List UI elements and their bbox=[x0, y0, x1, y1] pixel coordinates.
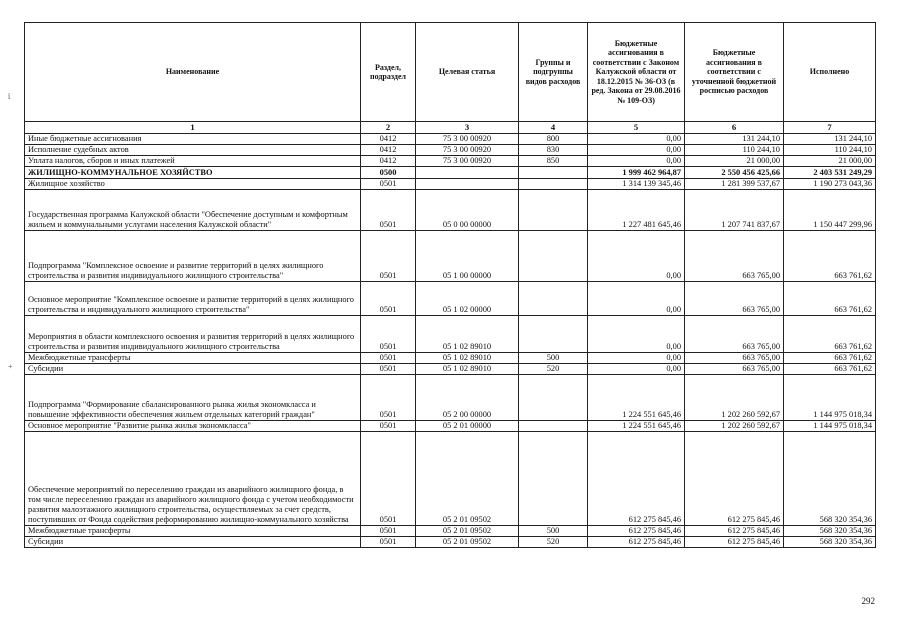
row-target: 75 3 00 00920 bbox=[416, 134, 519, 145]
row-section: 0501 bbox=[361, 421, 416, 432]
row-target: 05 1 02 89010 bbox=[416, 353, 519, 364]
row-name: Жилищное хозяйство bbox=[25, 179, 361, 190]
row-section: 0501 bbox=[361, 316, 416, 353]
row-name: Межбюджетные трансферты bbox=[25, 526, 361, 537]
row-refined: 1 207 741 837,67 bbox=[685, 190, 784, 231]
row-law: 612 275 845,46 bbox=[588, 432, 685, 526]
row-section: 0500 bbox=[361, 167, 416, 179]
margin-mark: ї bbox=[8, 92, 11, 101]
col-number: 1 bbox=[25, 122, 361, 134]
row-group: 520 bbox=[519, 537, 588, 548]
table-body bbox=[25, 134, 876, 548]
table-row bbox=[25, 156, 876, 167]
row-group: 500 bbox=[519, 353, 588, 364]
row-name: Мероприятия в области комплексного освоения и развития территорий в целях жилищного строительства и развития индивидуального жилищного строительства bbox=[25, 316, 361, 353]
row-law: 1 227 481 645,46 bbox=[588, 190, 685, 231]
row-target: 05 1 02 00000 bbox=[416, 282, 519, 316]
row-name: ЖИЛИЩНО-КОММУНАЛЬНОЕ ХОЗЯЙСТВО bbox=[25, 167, 361, 179]
table-row bbox=[25, 134, 876, 145]
row-law: 612 275 845,46 bbox=[588, 537, 685, 548]
row-law: 0,00 bbox=[588, 282, 685, 316]
row-name: Уплата налогов, сборов и иных платежей bbox=[25, 156, 361, 167]
row-refined: 663 765,00 bbox=[685, 353, 784, 364]
col-number: 4 bbox=[519, 122, 588, 134]
row-section: 0501 bbox=[361, 231, 416, 282]
row-section: 0501 bbox=[361, 282, 416, 316]
row-law: 0,00 bbox=[588, 231, 685, 282]
row-refined: 612 275 845,46 bbox=[685, 432, 784, 526]
row-section: 0501 bbox=[361, 179, 416, 190]
row-executed: 663 761,62 bbox=[784, 282, 876, 316]
row-executed: 131 244,10 bbox=[784, 134, 876, 145]
row-name: Основное мероприятие "Комплексное освоение и развитие территорий в целях жилищного строительства и индивидуального жилищного строительства" bbox=[25, 282, 361, 316]
row-group bbox=[519, 316, 588, 353]
row-refined: 131 244,10 bbox=[685, 134, 784, 145]
table-row bbox=[25, 316, 876, 353]
row-group: 800 bbox=[519, 134, 588, 145]
row-law: 0,00 bbox=[588, 364, 685, 375]
row-section: 0501 bbox=[361, 432, 416, 526]
row-group bbox=[519, 179, 588, 190]
row-refined: 612 275 845,46 bbox=[685, 526, 784, 537]
page-number: 292 bbox=[861, 596, 875, 606]
row-law: 0,00 bbox=[588, 316, 685, 353]
row-group bbox=[519, 231, 588, 282]
row-name: Подпрограмма "Формирование сбалансированного рынка жилья экономкласса и повышение эффективности обеспечения жильем отдельных категорий граждан" bbox=[25, 375, 361, 421]
row-law: 1 999 462 964,87 bbox=[588, 167, 685, 179]
table-row bbox=[25, 179, 876, 190]
row-executed: 663 761,62 bbox=[784, 316, 876, 353]
col-number: 6 bbox=[685, 122, 784, 134]
row-section: 0412 bbox=[361, 145, 416, 156]
row-target: 05 2 01 09502 bbox=[416, 537, 519, 548]
row-executed: 663 761,62 bbox=[784, 353, 876, 364]
row-law: 1 224 551 645,46 bbox=[588, 421, 685, 432]
row-refined: 2 550 456 425,66 bbox=[685, 167, 784, 179]
column-number-row bbox=[25, 122, 876, 134]
table-row bbox=[25, 421, 876, 432]
row-target: 05 2 01 00000 bbox=[416, 421, 519, 432]
row-group: 850 bbox=[519, 156, 588, 167]
row-target: 75 3 00 00920 bbox=[416, 145, 519, 156]
table-row bbox=[25, 364, 876, 375]
row-refined: 663 765,00 bbox=[685, 316, 784, 353]
row-law: 0,00 bbox=[588, 134, 685, 145]
table-row bbox=[25, 167, 876, 179]
row-target: 05 1 02 89010 bbox=[416, 316, 519, 353]
header-budget-law: Бюджетные ассигнования в соответствии с Законом Калужской области от 18.12.2015 № 36-ОЗ (в ред. Закона от 29.08.2016 № 109-ОЗ) bbox=[588, 23, 685, 122]
table-row bbox=[25, 537, 876, 548]
row-refined: 1 281 399 537,67 bbox=[685, 179, 784, 190]
row-group: 520 bbox=[519, 364, 588, 375]
row-target bbox=[416, 167, 519, 179]
row-group bbox=[519, 375, 588, 421]
row-law: 0,00 bbox=[588, 156, 685, 167]
row-group: 830 bbox=[519, 145, 588, 156]
row-executed: 1 190 273 043,36 bbox=[784, 179, 876, 190]
row-executed: 568 320 354,36 bbox=[784, 432, 876, 526]
row-refined: 663 765,00 bbox=[685, 282, 784, 316]
row-executed: 568 320 354,36 bbox=[784, 537, 876, 548]
header-budget-refined: Бюджетные ассигнования в соответствии с уточненной бюджетной росписью расходов bbox=[685, 23, 784, 122]
row-target: 05 2 00 00000 bbox=[416, 375, 519, 421]
row-group bbox=[519, 282, 588, 316]
row-law: 0,00 bbox=[588, 145, 685, 156]
row-name: Подпрограмма "Комплексное освоение и развитие территорий в целях жилищного строительства и развития индивидуального жилищного строительства" bbox=[25, 231, 361, 282]
row-section: 0501 bbox=[361, 190, 416, 231]
row-executed: 1 144 975 018,34 bbox=[784, 375, 876, 421]
row-law: 612 275 845,46 bbox=[588, 526, 685, 537]
row-section: 0501 bbox=[361, 364, 416, 375]
row-section: 0412 bbox=[361, 156, 416, 167]
row-refined: 110 244,10 bbox=[685, 145, 784, 156]
col-number: 2 bbox=[361, 122, 416, 134]
table-row bbox=[25, 526, 876, 537]
row-target: 05 2 01 09502 bbox=[416, 526, 519, 537]
header-executed: Исполнено bbox=[784, 23, 876, 122]
row-section: 0501 bbox=[361, 526, 416, 537]
row-refined: 21 000,00 bbox=[685, 156, 784, 167]
row-target: 05 0 00 00000 bbox=[416, 190, 519, 231]
row-group bbox=[519, 421, 588, 432]
row-name: Основное мероприятие "Развитие рынка жилья экономкласса" bbox=[25, 421, 361, 432]
col-number: 7 bbox=[784, 122, 876, 134]
row-executed: 110 244,10 bbox=[784, 145, 876, 156]
row-refined: 663 765,00 bbox=[685, 231, 784, 282]
row-target: 05 1 02 89010 bbox=[416, 364, 519, 375]
table-row bbox=[25, 353, 876, 364]
row-executed: 1 150 447 299,96 bbox=[784, 190, 876, 231]
row-executed: 568 320 354,36 bbox=[784, 526, 876, 537]
row-name: Иные бюджетные ассигнования bbox=[25, 134, 361, 145]
row-target: 05 2 01 09502 bbox=[416, 432, 519, 526]
row-target: 05 1 00 00000 bbox=[416, 231, 519, 282]
header-section: Раздел, подраздел bbox=[361, 23, 416, 122]
row-law: 1 314 139 345,46 bbox=[588, 179, 685, 190]
row-refined: 1 202 260 592,67 bbox=[685, 375, 784, 421]
header-groups: Группы и подгруппы видов расходов bbox=[519, 23, 588, 122]
row-law: 0,00 bbox=[588, 353, 685, 364]
row-name: Межбюджетные трансферты bbox=[25, 353, 361, 364]
row-executed: 2 403 531 249,29 bbox=[784, 167, 876, 179]
row-section: 0501 bbox=[361, 537, 416, 548]
row-name: Государственная программа Калужской области "Обеспечение доступным и комфортным жильем и коммунальными услугами населения Калужской области" bbox=[25, 190, 361, 231]
table-row bbox=[25, 190, 876, 231]
col-number: 3 bbox=[416, 122, 519, 134]
row-executed: 663 761,62 bbox=[784, 231, 876, 282]
row-group bbox=[519, 432, 588, 526]
row-group: 500 bbox=[519, 526, 588, 537]
row-section: 0501 bbox=[361, 353, 416, 364]
table-row bbox=[25, 145, 876, 156]
row-refined: 663 765,00 bbox=[685, 364, 784, 375]
header-row bbox=[25, 23, 876, 122]
row-refined: 612 275 845,46 bbox=[685, 537, 784, 548]
row-refined: 1 202 260 592,67 bbox=[685, 421, 784, 432]
row-name: Обеспечение мероприятий по переселению граждан из аварийного жилищного фонда, в том числе переселению граждан из аварийного жилищного фонда с учетом необходимости развития малоэтажного жилищного строительства, осуществляемых за счет средств, поступивших от Фонда содействия реформированию жилищно-коммунального хозяйства bbox=[25, 432, 361, 526]
budget-table-sheet bbox=[24, 22, 875, 548]
table-row bbox=[25, 375, 876, 421]
header-name: Наименование bbox=[25, 23, 361, 122]
row-group bbox=[519, 167, 588, 179]
row-name: Субсидии bbox=[25, 364, 361, 375]
row-executed: 1 144 975 018,34 bbox=[784, 421, 876, 432]
row-section: 0501 bbox=[361, 375, 416, 421]
row-target bbox=[416, 179, 519, 190]
table-row bbox=[25, 432, 876, 526]
budget-table bbox=[24, 22, 876, 548]
margin-mark: + bbox=[8, 362, 13, 371]
table-row bbox=[25, 231, 876, 282]
row-executed: 663 761,62 bbox=[784, 364, 876, 375]
row-target: 75 3 00 00920 bbox=[416, 156, 519, 167]
row-group bbox=[519, 190, 588, 231]
row-executed: 21 000,00 bbox=[784, 156, 876, 167]
header-target: Целевая статья bbox=[416, 23, 519, 122]
row-name: Исполнение судебных актов bbox=[25, 145, 361, 156]
col-number: 5 bbox=[588, 122, 685, 134]
row-section: 0412 bbox=[361, 134, 416, 145]
row-law: 1 224 551 645,46 bbox=[588, 375, 685, 421]
table-row bbox=[25, 282, 876, 316]
row-name: Субсидии bbox=[25, 537, 361, 548]
